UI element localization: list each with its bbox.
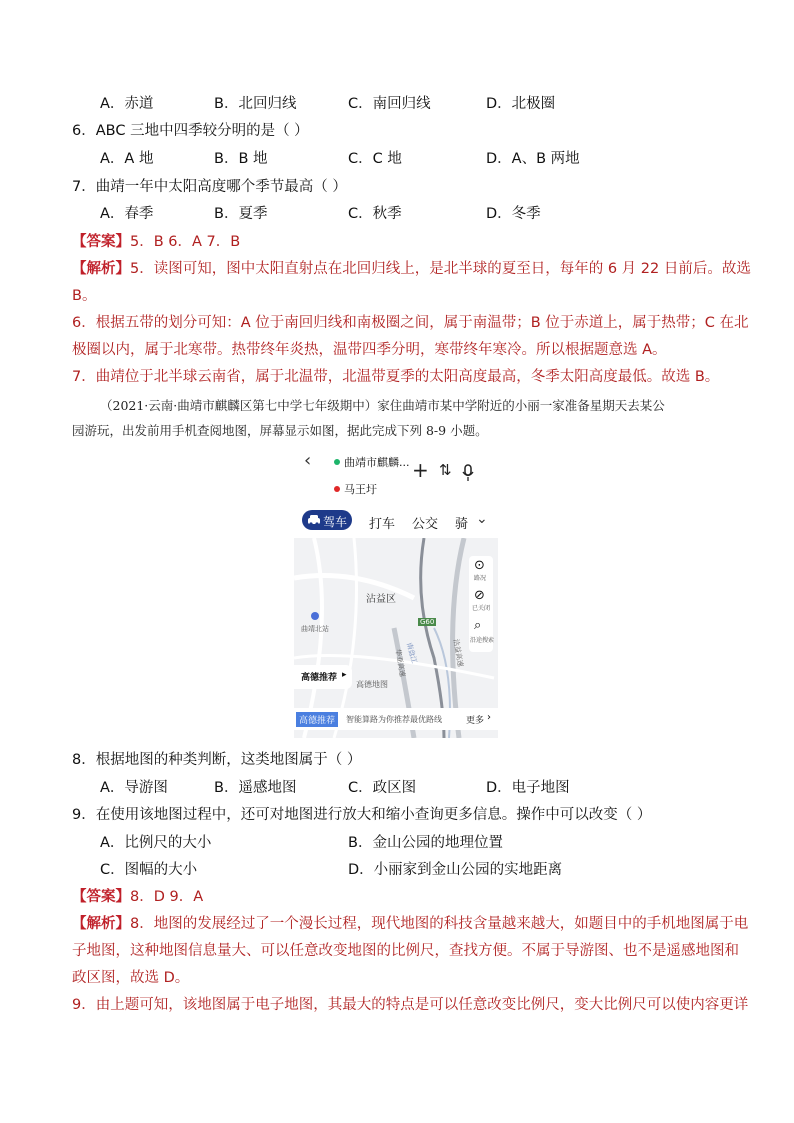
q7-option-c: C．秋季 [348, 206, 402, 222]
tab-taxi[interactable]: 打车 [369, 517, 396, 532]
label-highway-2: 沾益高速 [451, 638, 465, 668]
answer-2-tag: 【答案】 [72, 889, 130, 905]
analysis-2-tag: 【解析】 [72, 916, 130, 932]
analysis-1-text-1: 5．读图可知，图中太阳直射点在北回归线上，是北半球的夏至日，每年的 6 月 22 日前后。故选 [130, 261, 751, 277]
q5-option-b: B．北回归线 [214, 96, 297, 112]
add-stop-icon[interactable]: + [412, 458, 429, 482]
q6-option-b: B．B 地 [214, 151, 268, 167]
recommend-banner[interactable] [294, 708, 498, 730]
answer-1-text: 5．B 6．A 7．B [130, 234, 241, 250]
station-icon [311, 612, 319, 620]
phone-map-screenshot [294, 446, 498, 738]
tab-drive[interactable] [302, 510, 352, 530]
q6-option-d: D．A、B 两地 [486, 151, 580, 167]
recommend-chip[interactable] [294, 665, 352, 689]
play-icon: ▸ [342, 670, 347, 680]
label-river: 南盘江 [404, 641, 419, 665]
analysis-2-text-1: 8．地图的发展经过了一个漫长过程，现代地图的科技含量越来越大，如题目中的手机地图属于电 [130, 916, 749, 932]
label-district: 沾益区 [366, 594, 396, 605]
swap-icon[interactable]: ⇅ [439, 461, 452, 479]
analysis-1-line-1 [72, 259, 751, 279]
traffic-label: 路况 [474, 575, 487, 582]
analysis-1-line-4: 极圈以内，属于北寒带。热带终年炎热，温带四季分明，寒带终年寒冷。所以根据题意选 A。 [72, 342, 667, 358]
banner-text: 智能算路为你推荐最优路线 [346, 715, 442, 724]
analysis-2-line-4: 9．由上题可知，该地图属于电子地图，其最大的特点是可以任意改变比例尺，变大比例尺可以使内容更详 [72, 997, 749, 1013]
analysis-1-line-5: 7．曲靖位于北半球云南省，属于北温带，北温带夏季的太阳高度最高，冬季太阳高度最低。故选 B。 [72, 369, 720, 385]
label-place: 高德地图 [356, 680, 388, 689]
back-icon[interactable]: ‹ [304, 450, 312, 471]
q8-option-a: A．导游图 [100, 780, 168, 796]
answer-2 [72, 887, 203, 907]
answer-2-text: 8．D 9．A [130, 889, 204, 905]
q7-option-b: B．夏季 [214, 206, 268, 222]
origin-dot [334, 459, 340, 465]
tab-drive-label: 驾车 [323, 515, 348, 529]
tab-ride[interactable]: 骑 [455, 517, 469, 532]
q7-stem: 7．曲靖一年中太阳高度哪个季节最高（ ） [72, 179, 347, 195]
answer-1 [72, 232, 240, 252]
q9-option-b: B．金山公园的地理位置 [348, 835, 503, 851]
analysis-2-line-2: 子地图，这种地图信息量大、可以任意改变地图的比例尺，查找方便。不属于导游图、也不是遥感地图和 [72, 943, 739, 959]
route-header [294, 446, 498, 538]
analysis-2-line-3: 政区图，故选 D。 [72, 970, 190, 986]
origin-text[interactable]: 曲靖市麒麟... [344, 456, 410, 469]
label-station: 曲靖北站 [301, 625, 329, 633]
q6-stem: 6．ABC 三地中四季较分明的是（ ） [72, 123, 309, 139]
more-link[interactable]: 更多 [466, 716, 485, 726]
label-highway-1: 华亚高速 [393, 648, 407, 678]
search-icon[interactable]: ⌕ [474, 618, 482, 633]
car-icon [307, 515, 321, 526]
destination-text[interactable]: 马王圩 [344, 483, 377, 496]
restriction-label: 已关闭 [472, 605, 491, 612]
recommend-label: 高德推荐 [301, 673, 338, 683]
chevron-right-icon: › [487, 712, 491, 723]
q7-option-a: A．春季 [100, 206, 154, 222]
restriction-icon[interactable]: ⊘ [474, 588, 485, 603]
q9-option-c: C．图幅的大小 [100, 862, 198, 878]
q8-option-d: D．电子地图 [486, 780, 570, 796]
side-controls [469, 556, 493, 652]
q5-option-d: D．北极圈 [486, 96, 556, 112]
q8-stem: 8．根据地图的种类判断，这类地图属于（ ） [72, 752, 362, 768]
analysis-2-line-1 [72, 914, 748, 934]
microphone-icon[interactable] [462, 464, 474, 482]
search-along-label: 沿途搜索 [470, 637, 495, 644]
answer-1-tag: 【答案】 [72, 234, 130, 250]
q5-option-c: C．南回归线 [348, 96, 431, 112]
source-line-1: （2021·云南·曲靖市麒麟区第七中学七年级期中）家住曲靖市某中学附近的小丽一家准备星期天去某公 [100, 398, 665, 413]
tab-transit[interactable]: 公交 [412, 517, 439, 532]
map-area[interactable] [294, 538, 498, 738]
destination-dot [334, 486, 340, 492]
analysis-1-line-2: B。 [72, 288, 97, 304]
analysis-1-line-3: 6．根据五带的划分可知：A 位于南回归线和南极圈之间，属于南温带；B 位于赤道上，属于热带；C 在北 [72, 315, 749, 331]
q7-option-d: D．冬季 [486, 206, 541, 222]
q8-option-b: B．遥感地图 [214, 780, 297, 796]
q6-option-c: C．C 地 [348, 151, 402, 167]
chevron-down-icon[interactable]: ⌄ [476, 511, 488, 527]
q5-option-a: A．赤道 [100, 96, 154, 112]
q6-option-a: A．A 地 [100, 151, 154, 167]
q8-option-c: C．政区图 [348, 780, 417, 796]
q9-stem: 9．在使用该地图过程中，还可对地图进行放大和缩小查询更多信息。操作中可以改变（ ） [72, 807, 652, 823]
traffic-icon[interactable]: ⊙ [474, 558, 485, 573]
q9-option-d: D．小丽家到金山公园的实地距离 [348, 862, 563, 878]
q9-option-a: A．比例尺的大小 [100, 835, 212, 851]
source-line-2: 园游玩，出发前用手机查阅地图，屏幕显示如图，据此完成下列 8-9 小题。 [72, 423, 488, 438]
banner-tag: 高德推荐 [296, 712, 338, 727]
analysis-1-tag: 【解析】 [72, 261, 130, 277]
label-road-num: G60 [420, 618, 435, 626]
